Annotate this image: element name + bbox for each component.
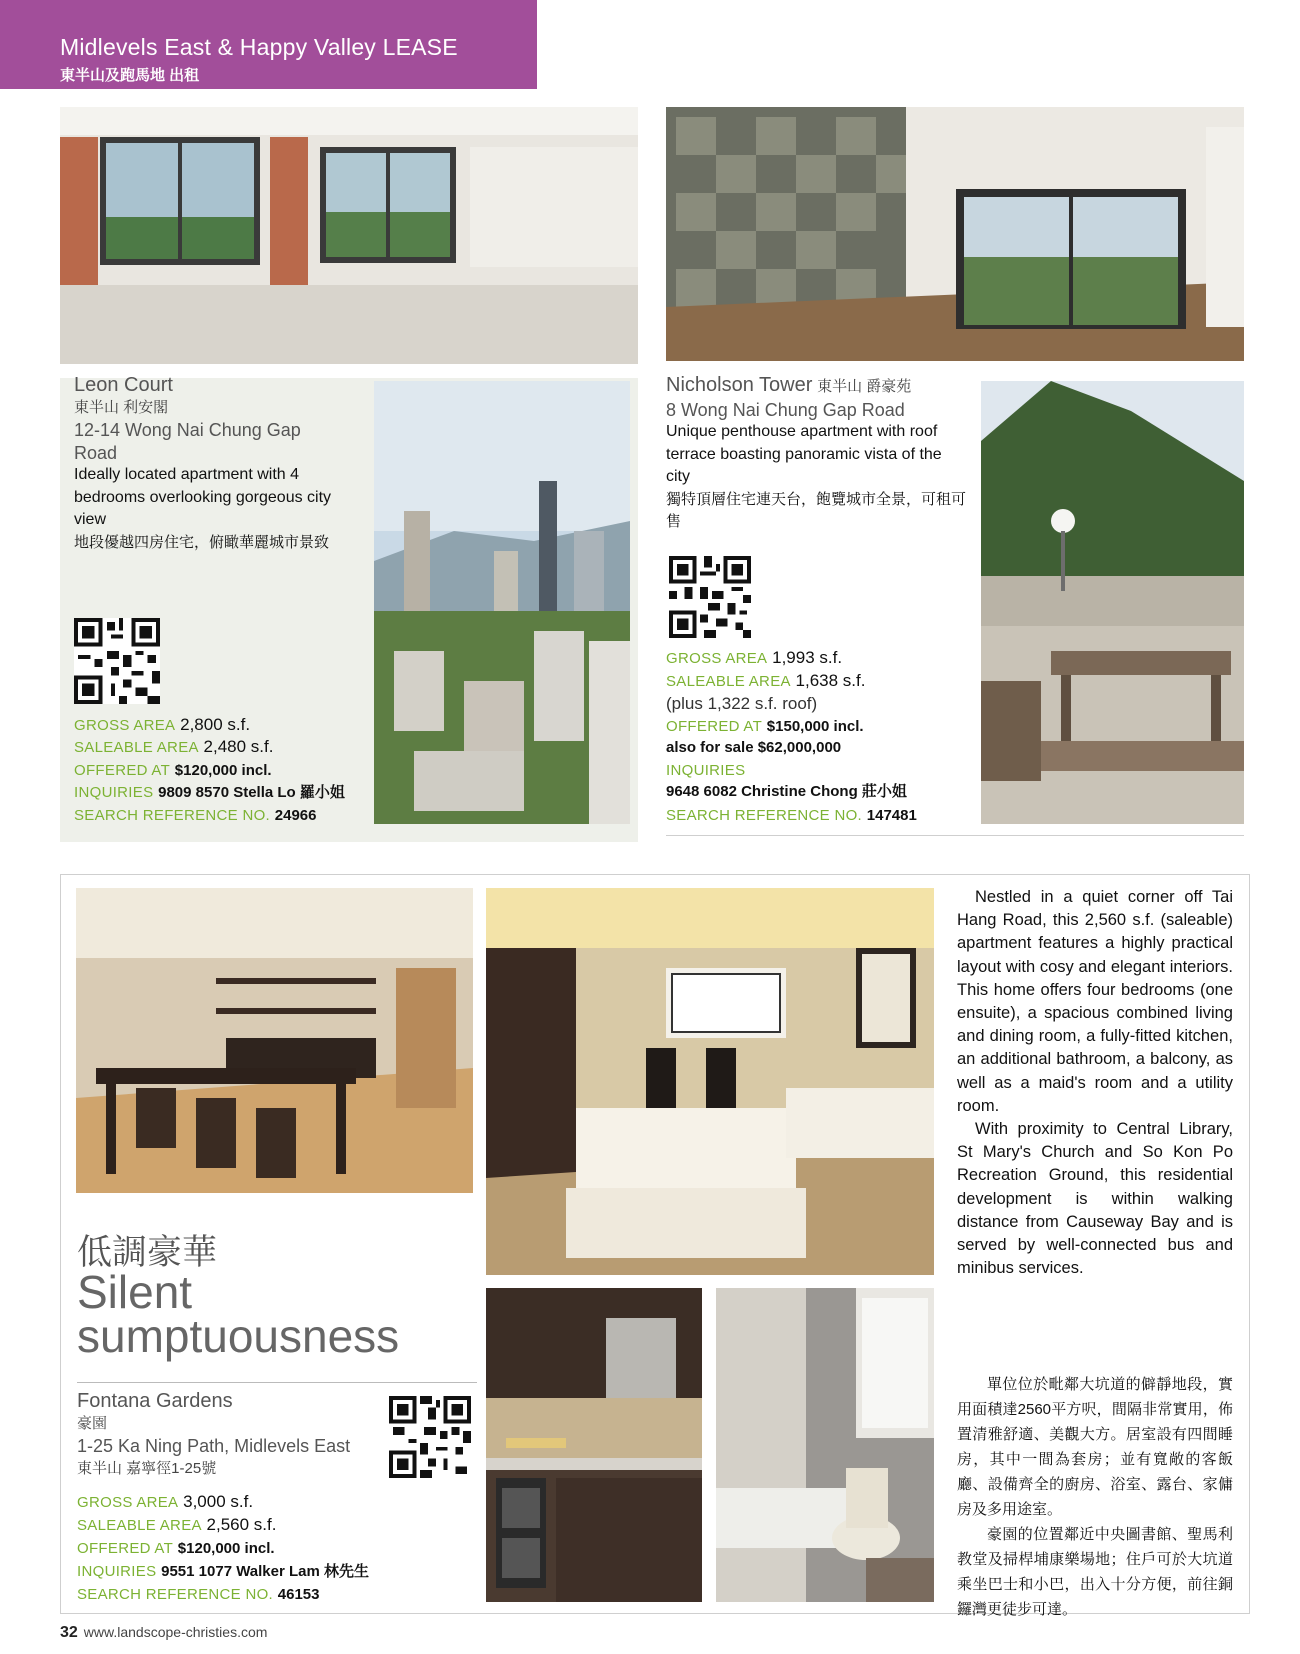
listing-address: 12-14 Wong Nai Chung Gap Road [74, 420, 301, 463]
leon-court-details [74, 374, 344, 554]
nicholson-tower-saleable-area: SALEABLE AREA 1,638 s.f. [666, 671, 866, 690]
nicholson-tower-interior-photo [666, 107, 1244, 361]
feature-body-en [957, 886, 1233, 1280]
fontana-details [77, 1390, 377, 1480]
feature-heading-en [77, 1266, 400, 1362]
page-footer [60, 1624, 267, 1642]
nicholson-tower-roof-note: (plus 1,322 s.f. roof) [666, 694, 818, 713]
leon-court-view-photo [374, 381, 630, 824]
feature-address-cn: 東半山 嘉寧徑1-25號 [77, 1459, 217, 1477]
fontana-living-room-photo [486, 888, 934, 1275]
section-header [0, 0, 537, 89]
section-subtitle-cn: 東半山及跑馬地 出租 [60, 67, 200, 84]
feature-heading-en-line1: Silent [77, 1266, 193, 1318]
section-title: Midlevels East & Happy Valley LEASE [60, 34, 458, 60]
listing-address: 8 Wong Nai Chung Gap Road [666, 399, 905, 420]
leon-court-gross-area: GROSS AREA 2,800 s.f. [74, 715, 251, 734]
listing-name-cn: 東半山 利安閣 [74, 398, 169, 416]
listing-description-cn: 獨特頂層住宅連天台，飽覽城市全景，可租可售 [666, 490, 967, 530]
fontana-inquiries: INQUIRIES 9551 1077 Walker Lam 林先生 [77, 1563, 370, 1580]
feature-divider [77, 1382, 477, 1383]
nicholson-tower-sale-note: also for sale $62,000,000 [666, 739, 842, 756]
fontana-dining-room-photo [76, 888, 473, 1193]
fontana-qr-code[interactable] [389, 1396, 471, 1478]
listing-name: Leon Court [74, 374, 173, 396]
leon-court-inquiries: INQUIRIES 9809 8570 Stella Lo 羅小姐 [74, 784, 345, 801]
leon-court-reference: SEARCH REFERENCE NO. 24966 [74, 807, 317, 824]
listing-description: Ideally located apartment with 4 bedrooms overlooking gorgeous city view [74, 466, 332, 528]
listing-name-cn: 東半山 爵豪苑 [817, 378, 912, 395]
fontana-kitchen-photo [486, 1288, 702, 1602]
leon-court-qr-code[interactable] [74, 618, 160, 704]
feature-heading-en-line2: sumptuousness [77, 1310, 400, 1362]
fontana-bathroom-photo [716, 1288, 934, 1602]
fontana-gross-area: GROSS AREA 3,000 s.f. [77, 1492, 254, 1511]
feature-body-cn-paragraph-1: 單位位於毗鄰大坑道的僻靜地段，實用面積達2560平方呎，間隔非常實用，佈置清雅舒適、美觀大方。居室設有四間睡房，其中一間為套房；並有寬敞的客飯廳、設備齊全的廚房、浴室、露台、家傭房及多用途室。 [957, 1376, 1233, 1518]
footer-url[interactable]: www.landscope-christies.com [83, 1624, 268, 1640]
nicholson-tower-inquiries-label: INQUIRIES [666, 762, 746, 779]
leon-court-interior-photo [60, 107, 638, 364]
nicholson-tower-reference: SEARCH REFERENCE NO. 147481 [666, 807, 917, 824]
fontana-offered: OFFERED AT $120,000 incl. [77, 1540, 275, 1557]
feature-name-cn: 豪園 [77, 1414, 108, 1432]
listing-name: Nicholson Tower [666, 374, 813, 396]
page-number: 32 [60, 1624, 78, 1641]
nicholson-tower-inquiries: 9648 6082 Christine Chong 莊小姐 [666, 783, 907, 800]
fontana-reference: SEARCH REFERENCE NO. 46153 [77, 1586, 320, 1603]
feature-heading-cn: 低調豪華 [77, 1233, 218, 1272]
nicholson-tower-gross-area: GROSS AREA 1,993 s.f. [666, 648, 843, 667]
feature-body-cn-paragraph-2: 豪園的位置鄰近中央圖書館、聖馬利教堂及掃桿埔康樂場地；住戶可於大坑道乘坐巴士和小巴，出入十分方便，前往銅鑼灣更徒步可達。 [957, 1526, 1233, 1618]
feature-name: Fontana Gardens [77, 1390, 233, 1412]
listing-divider [666, 835, 1244, 836]
nicholson-tower-offered: OFFERED AT $150,000 incl. [666, 718, 864, 735]
leon-court-offered: OFFERED AT $120,000 incl. [74, 762, 272, 779]
feature-body-cn [957, 1372, 1233, 1622]
feature-body-en-paragraph-2: With proximity to Central Library, St Mary's Church and So Kon Po Recreation Ground, this residential development is within walking distance from Causeway Bay and is served by well-connected bus and minibus services. [957, 1120, 1233, 1278]
nicholson-tower-details [666, 374, 966, 534]
feature-body-en-paragraph-1: Nestled in a quiet corner off Tai Hang Road, this 2,560 s.f. (saleable) apartment features a highly practical layout with cosy and elegant interiors. This home offers four bedrooms (one ensuite), a spacious combined living and dining room, a fully-fitted kitchen, an additional bathroom, a balcony, as well as a maid's room and a utility room. [957, 888, 1233, 1115]
leon-court-saleable-area: SALEABLE AREA 2,480 s.f. [74, 737, 274, 756]
nicholson-tower-roof-terrace-photo [981, 381, 1244, 824]
nicholson-tower-qr-code[interactable] [669, 556, 751, 638]
fontana-saleable-area: SALEABLE AREA 2,560 s.f. [77, 1515, 277, 1534]
listing-description: Unique penthouse apartment with roof terrace boasting panoramic vista of the city [666, 423, 942, 485]
listing-description-cn: 地段優越四房住宅，俯瞰華麗城市景致 [74, 533, 330, 551]
feature-address: 1-25 Ka Ning Path, Midlevels East [77, 1436, 351, 1456]
